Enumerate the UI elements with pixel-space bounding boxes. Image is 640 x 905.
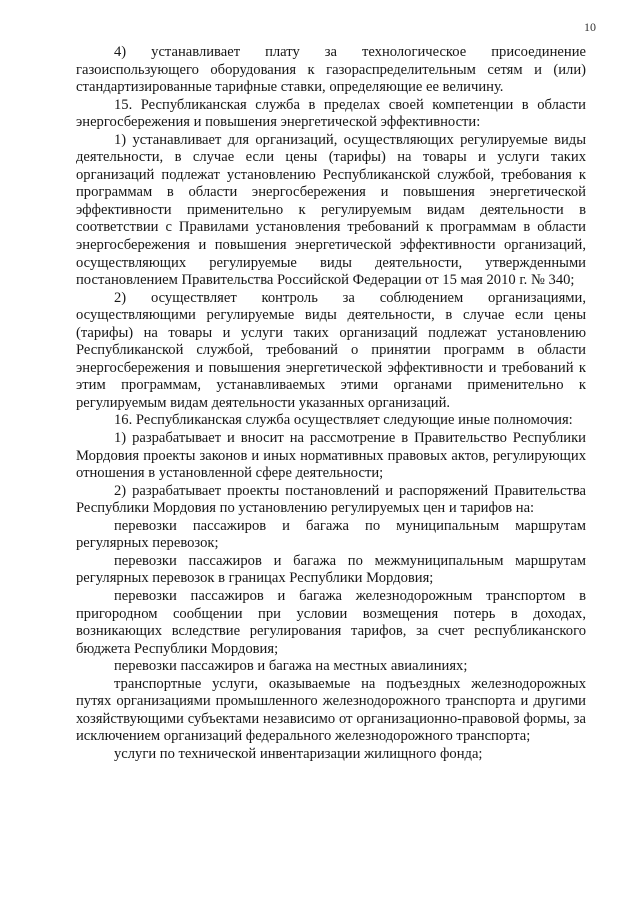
document-body — [76, 44, 586, 763]
list-item-municipal-routes: перевозки пассажиров и багажа по муниципальным маршрутам регулярных перевозок; — [76, 517, 586, 552]
page-number: 10 — [584, 20, 596, 34]
paragraph-16-other-powers: 16. Республиканская служба осуществляет следующие иные полномочия: — [114, 412, 573, 429]
list-item-housing-inventory: услуги по технической инвентаризации жилищного фонда; — [114, 745, 483, 762]
paragraph-15-energy-saving: 15. Республиканская служба в пределах своей компетенции в области энергосбережения и повышения энергетической эффективности: — [76, 96, 586, 131]
paragraph-4-gas-connection-fee: 4) устанавливает плату за технологическое присоединение газоиспользующего оборудования к газораспределительным сетям и (или) стандартизированные тарифные ставки, определяющие ее величину. — [76, 44, 586, 96]
paragraph-16-2-draft-resolutions: 2) разрабатывает проекты постановлений и распоряжений Правительства Республики Мордовия по установлению регулируемых цен и тарифов на: — [76, 482, 586, 517]
paragraph-15-1-requirements: 1) устанавливает для организаций, осуществляющих регулируемые виды деятельности, в случае если цены (тарифы) на товары и услуги таких организаций подлежат установлению Республиканской службой, требования к программам в области энергосбережения и повышения энергетической эффективности применительно к регулируемым видам деятельности в соответствии с Правилами установления требований к программам в области энергосбережения и повышения энергетической эффективности организаций, осуществляющих регулируемые виды деятельности, утвержденными постановлением Правительства Российской Федерации от 15 мая 2010 г. № 340; — [76, 131, 586, 289]
list-item-suburban-rail: перевозки пассажиров и багажа железнодорожным транспортом в пригородном сообщении при условии возмещения потерь в доходах, возникающих вследствие регулирования тарифов, за счет республиканского бюджета Республики Мордовия; — [76, 587, 586, 657]
paragraph-16-1-draft-laws: 1) разрабатывает и вносит на рассмотрение в Правительство Республики Мордовия проекты законов и иных нормативных правовых актов, регулирующих отношения в установленной сфере деятельности; — [76, 430, 586, 482]
list-item-local-airlines: перевозки пассажиров и багажа на местных авиалиниях; — [114, 658, 468, 675]
paragraph-15-2-control: 2) осуществляет контроль за соблюдением организациями, осуществляющими регулируемые виды деятельности, в случае если цены (тарифы) на товары и услуги таких организаций подлежат установлению Республиканской службой, требований о принятии программ в области энергосбережения и повышения энергетической эффективности и требований к этим программам, устанавливаемых этими органами применительно к регулируемым видам деятельности указанных организаций. — [76, 289, 586, 411]
list-item-access-railways: транспортные услуги, оказываемые на подъездных железнодорожных путях организациями промышленного железнодорожного транспорта и другими хозяйствующими субъектами независимо от организационно-правовой формы, за исключением организаций федерального железнодорожного транспорта; — [76, 675, 586, 745]
list-item-intermunicipal-routes: перевозки пассажиров и багажа по межмуниципальным маршрутам регулярных перевозок в границах Республики Мордовия; — [76, 552, 586, 587]
